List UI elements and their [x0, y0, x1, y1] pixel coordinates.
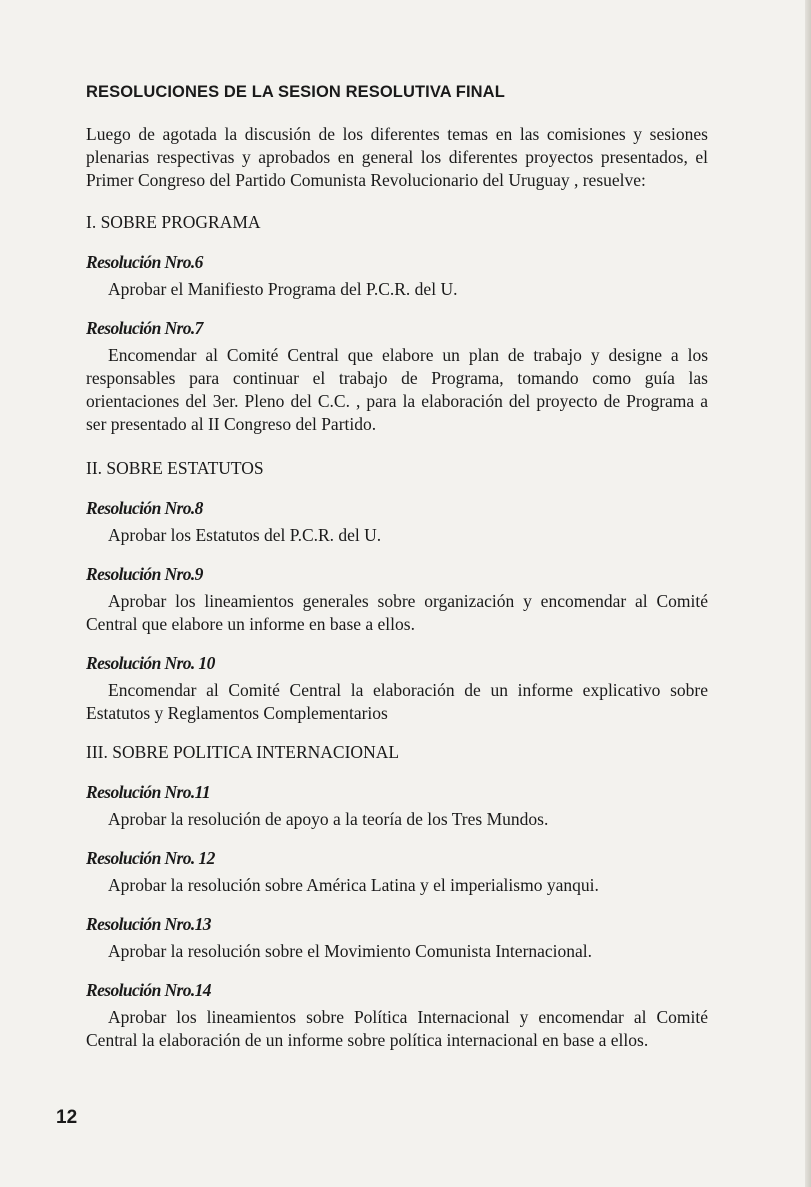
- document-body: [86, 83, 708, 1069]
- page-edge: [805, 0, 811, 1187]
- resolution-text: Aprobar la resolución de apoyo a la teoría de los Tres Mundos.: [108, 809, 549, 829]
- resolution-13: [86, 914, 708, 963]
- resolution-title: Resolución Nro. 12: [86, 848, 215, 868]
- resolution-9: [86, 564, 708, 636]
- resolution-text: Aprobar los lineamientos sobre Política Internacional y encomendar al Comité Central la elaboración de un informe sobre política internacional en base a ellos.: [86, 1007, 708, 1050]
- resolution-text: Aprobar la resolución sobre el Movimiento Comunista Internacional.: [108, 941, 593, 961]
- resolution-12: [86, 848, 708, 897]
- resolution-6: [86, 252, 708, 301]
- resolution-title: Resolución Nro.11: [86, 782, 210, 802]
- section-heading-programa: I. SOBRE PROGRAMA: [86, 212, 261, 232]
- intro-paragraph: Luego de agotada la discusión de los diferentes temas en las comisiones y sesiones plenarias respectivas y aprobados en general los diferentes proyectos presentados, el Primer Congreso del Partido Comunista Revolucionario del Uruguay , resuelve:: [86, 124, 708, 190]
- resolution-14: [86, 980, 708, 1052]
- resolution-10: [86, 653, 708, 725]
- resolution-text: Encomendar al Comité Central la elaboración de un informe explicativo sobre Estatutos y Reglamentos Complementarios: [86, 680, 708, 723]
- resolution-title: Resolución Nro.7: [86, 318, 203, 338]
- resolution-title: Resolución Nro.14: [86, 980, 211, 1000]
- resolution-7: [86, 318, 708, 436]
- resolution-title: Resolución Nro. 10: [86, 653, 215, 673]
- resolution-8: [86, 498, 708, 547]
- resolution-text: Aprobar la resolución sobre América Latina y el imperialismo yanqui.: [108, 875, 599, 895]
- section-heading-estatutos: II. SOBRE ESTATUTOS: [86, 458, 264, 478]
- resolution-11: [86, 782, 708, 831]
- section-heading-politica-internacional: III. SOBRE POLITICA INTERNACIONAL: [86, 742, 400, 762]
- resolution-title: Resolución Nro.6: [86, 252, 203, 272]
- resolution-text: Aprobar el Manifiesto Programa del P.C.R. del U.: [108, 279, 458, 299]
- resolution-text: Encomendar al Comité Central que elabore un plan de trabajo y designe a los responsables para continuar el trabajo de Programa, tomando como guía las orientaciones del 3er. Pleno del C.C. , para la elaboración del proyecto de Programa a ser presentado al II Congreso del Partido.: [86, 345, 708, 434]
- page-number: 12: [56, 1107, 78, 1128]
- resolution-title: Resolución Nro.9: [86, 564, 203, 584]
- resolution-text: Aprobar los lineamientos generales sobre organización y encomendar al Comité Central que elabore un informe en base a ellos.: [86, 591, 708, 634]
- resolution-title: Resolución Nro.8: [86, 498, 203, 518]
- resolution-title: Resolución Nro.13: [86, 914, 211, 934]
- resolution-text: Aprobar los Estatutos del P.C.R. del U.: [108, 525, 382, 545]
- document-title: RESOLUCIONES DE LA SESION RESOLUTIVA FINAL: [86, 83, 505, 101]
